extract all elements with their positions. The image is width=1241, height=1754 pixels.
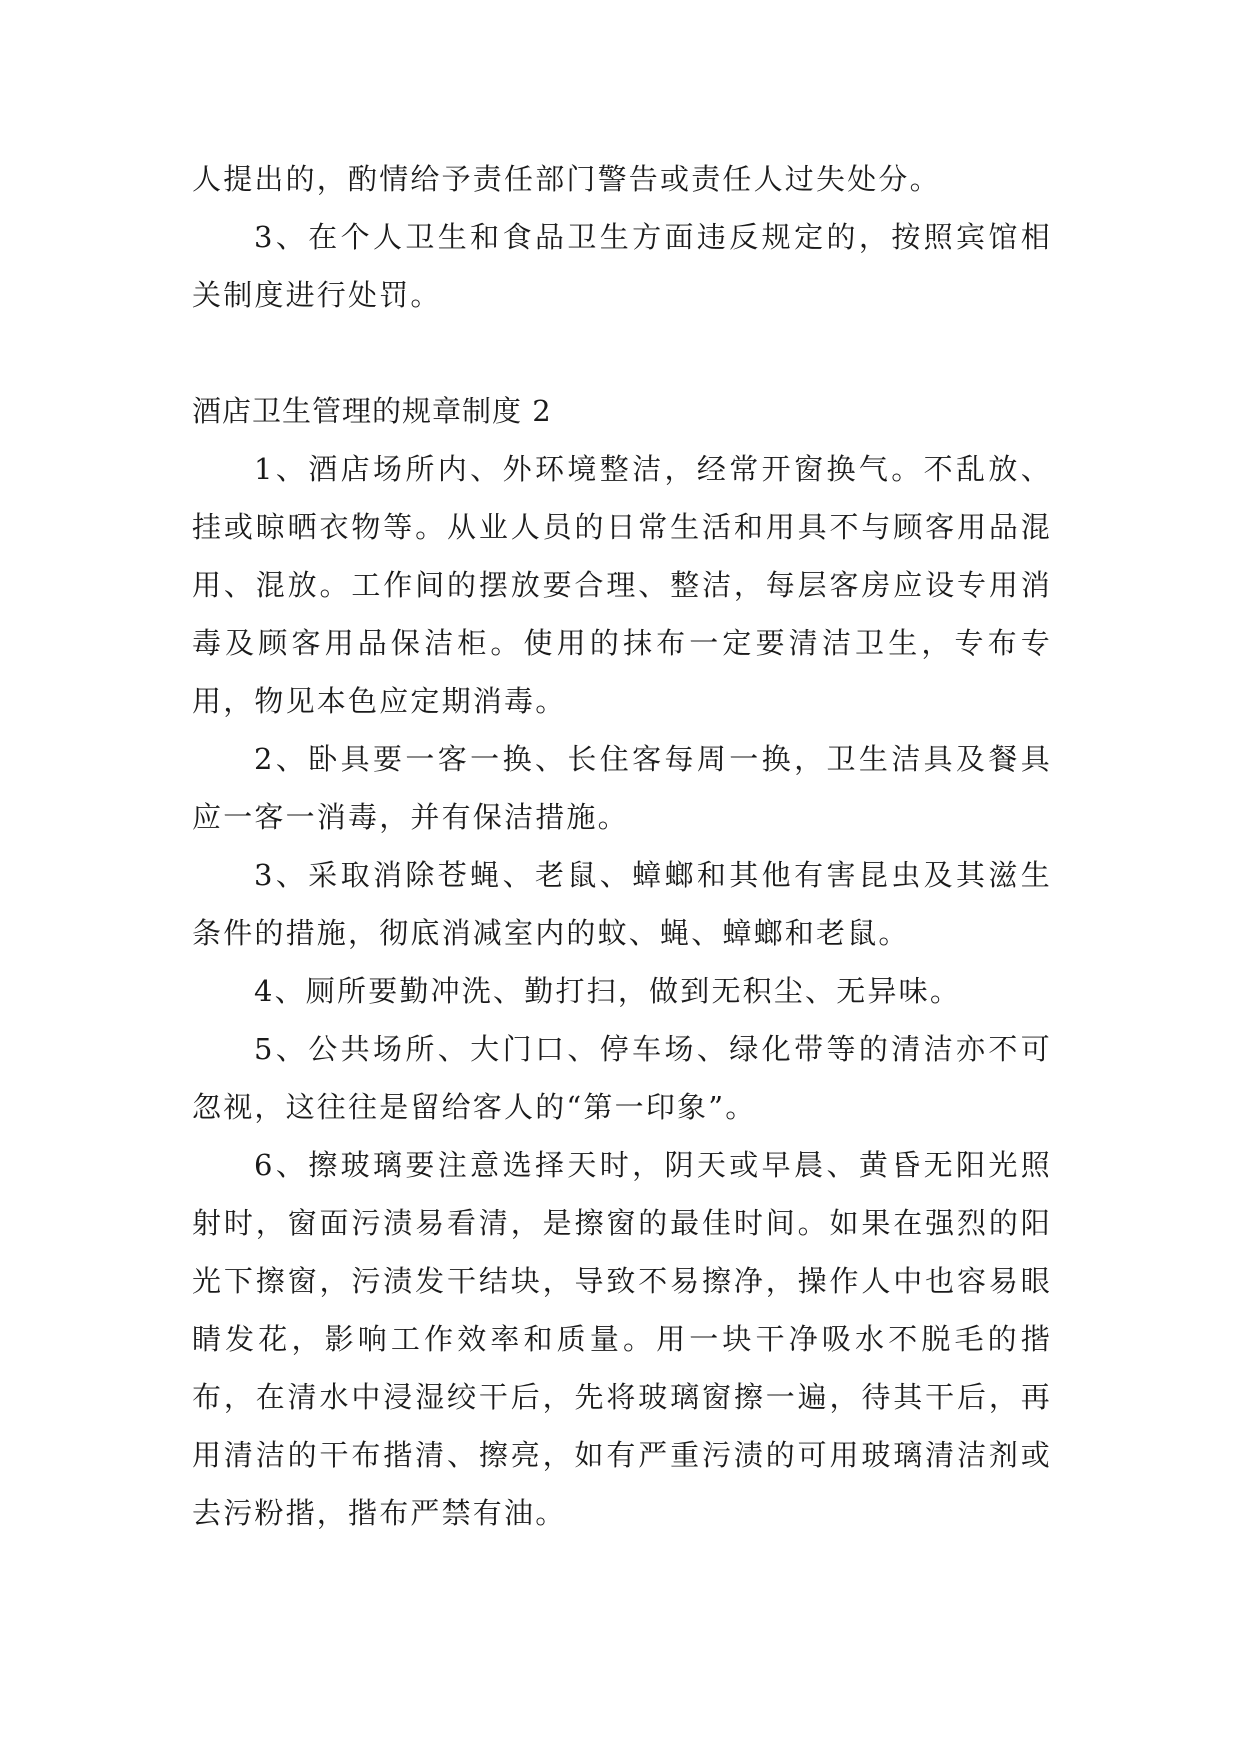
section-spacer xyxy=(192,324,1052,382)
item-3-paragraph: 3、采取消除苍蝇、老鼠、蟑螂和其他有害昆虫及其滋生条件的措施，彻底消减室内的蚊、蝇、蟑螂和老鼠。 xyxy=(192,858,1052,950)
document-page xyxy=(192,150,1052,1542)
item-1-paragraph: 1、酒店场所内、外环境整洁，经常开窗换气。不乱放、挂或晾晒衣物等。从业人员的日常生活和用具不与顾客用品混用、混放。工作间的摆放要合理、整洁，每层客房应设专用消毒及顾客用品保洁柜。使用的抹布一定要清洁卫生，专布专用，物见本色应定期消毒。 xyxy=(192,452,1052,718)
intro-continuation-paragraph: 人提出的，酌情给予责任部门警告或责任人过失处分。 xyxy=(192,162,941,196)
intro-item-3-paragraph: 3、在个人卫生和食品卫生方面违反规定的，按照宾馆相关制度进行处罚。 xyxy=(192,220,1052,312)
item-6-paragraph: 6、擦玻璃要注意选择天时，阴天或早晨、黄昏无阳光照射时，窗面污渍易看清，是擦窗的最佳时间。如果在强烈的阳光下擦窗，污渍发干结块，导致不易擦净，操作人中也容易眼睛发花，影响工作效率和质量。用一块干净吸水不脱毛的揩布，在清水中浸湿绞干后，先将玻璃窗擦一遍，待其干后，再用清洁的干布揩清、擦亮，如有严重污渍的可用玻璃清洁剂或去污粉揩，揩布严禁有油。 xyxy=(192,1148,1052,1530)
section-title: 酒店卫生管理的规章制度 2 xyxy=(192,394,552,428)
item-2-paragraph: 2、卧具要一客一换、长住客每周一换，卫生洁具及餐具应一客一消毒，并有保洁措施。 xyxy=(192,742,1052,834)
item-4-paragraph: 4、厕所要勤冲洗、勤打扫，做到无积尘、无异味。 xyxy=(254,974,962,1008)
item-5-paragraph: 5、公共场所、大门口、停车场、绿化带等的清洁亦不可忽视，这往往是留给客人的“第一印象”。 xyxy=(192,1032,1052,1124)
